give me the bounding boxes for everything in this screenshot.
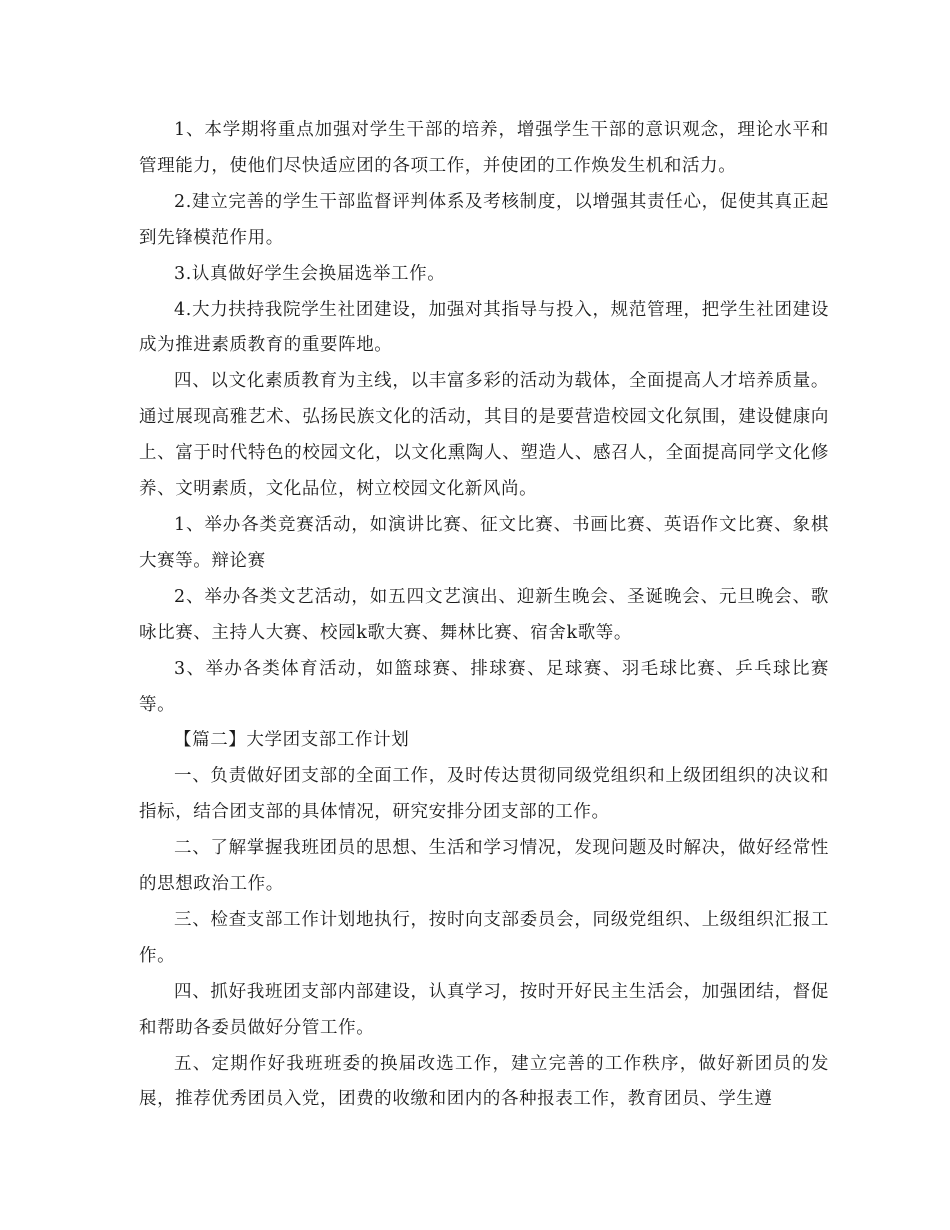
paragraph-student-clubs: 4.大力扶持我院学生社团建设，加强对其指导与投入，规范管理，把学生社团建设成为推进素质教育的重要阵地。 xyxy=(139,299,829,356)
paragraph-internal-construction: 四、抓好我班团支部内部建设，认真学习，按时开好民主生活会，加强团结，督促和帮助各委员做好分管工作。 xyxy=(139,981,829,1038)
paragraph-plan-execution: 三、检查支部工作计划地执行，按时向支部委员会，同级党组织、上级组织汇报工作。 xyxy=(139,909,829,966)
document-body xyxy=(139,113,829,1118)
paragraph-sports-activities: 3、举办各类体育活动，如篮球赛、排球赛、足球赛、羽毛球比赛、乒乓球比赛等。 xyxy=(139,658,829,715)
paragraph-member-situation: 二、了解掌握我班团员的思想、生活和学习情况，发现问题及时解决，做好经常性的思想政治工作。 xyxy=(139,838,829,895)
paragraph-supervision-system: 2.建立完善的学生干部监督评判体系及考核制度，以增强其责任心，促使其真正起到先锋模范作用。 xyxy=(139,191,829,248)
paragraph-student-union-election: 3.认真做好学生会换届选举工作。 xyxy=(174,263,446,284)
paragraph-competitions: 1、举办各类竞赛活动，如演讲比赛、征文比赛、书画比赛、英语作文比赛、象棋大赛等。辩论赛 xyxy=(139,514,829,571)
paragraph-branch-overall-work: 一、负责做好团支部的全面工作，及时传达贯彻同级党组织和上级团组织的决议和指标，结合团支部的具体情况，研究安排分团支部的工作。 xyxy=(139,766,829,823)
paragraph-committee-reelection: 五、定期作好我班班委的换届改选工作，建立完善的工作秩序，做好新团员的发展，推荐优秀团员入党，团费的收缴和团内的各种报表工作，教育团员、学生遵 xyxy=(139,1053,829,1110)
paragraph-art-activities: 2、举办各类文艺活动，如五四文艺演出、迎新生晚会、圣诞晚会、元旦晚会、歌咏比赛、主持人大赛、校园k歌大赛、舞林比赛、宿舍k歌等。 xyxy=(139,586,829,643)
section-heading: 【篇二】大学团支部工作计划 xyxy=(174,730,410,751)
paragraph-cultural-quality-education: 四、以文化素质教育为主线，以丰富多彩的活动为载体，全面提高人才培养质量。通过展现高雅艺术、弘扬民族文化的活动，其目的是要营造校园文化氛围，建设健康向上、富于时代特色的校园文化，以文化熏陶人、塑造人、感召人，全面提高同学文化修养、文明素质，文化品位，树立校园文化新风尚。 xyxy=(139,371,829,500)
paragraph-student-cadre-training: 1、本学期将重点加强对学生干部的培养，增强学生干部的意识观念，理论水平和管理能力，使他们尽快适应团的各项工作，并使团的工作焕发生机和活力。 xyxy=(139,120,829,176)
